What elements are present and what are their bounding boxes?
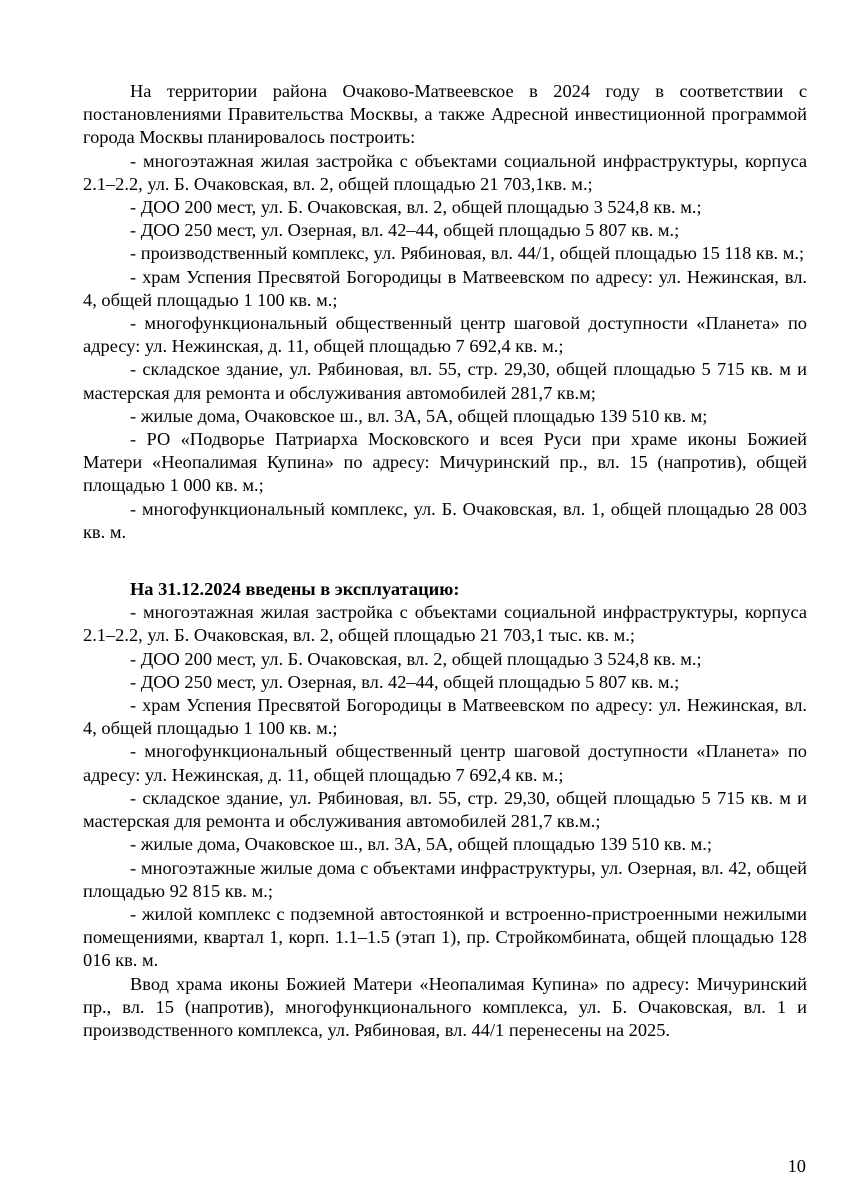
- planned-item: - РО «Подворье Патриарха Московского и всея Руси при храме иконы Божией Матери «Неопалимая Купина» по адресу: Мичуринский пр., вл. 15 (напротив), общей площадью 1 000 кв. м.;: [83, 429, 807, 496]
- planned-item: - производственный комплекс, ул. Рябиновая, вл. 44/1, общей площадью 15 118 кв. м.;: [130, 243, 805, 264]
- completed-item: - храм Успения Пресвятой Богородицы в Матвеевском по адресу: ул. Нежинская, вл. 4, общей площадью 1 100 кв. м.;: [83, 695, 807, 739]
- planned-item: - многофункциональный комплекс, ул. Б. Очаковская, вл. 1, общей площадью 28 003 кв. м.: [83, 498, 807, 542]
- planned-item: - ДОО 200 мест, ул. Б. Очаковская, вл. 2, общей площадью 3 524,8 кв. м.;: [130, 197, 702, 218]
- document-body: [83, 80, 807, 1042]
- completed-item: - многоэтажные жилые дома с объектами инфраструктуры, ул. Озерная, вл. 42, общей площадью 92 815 кв. м.;: [83, 857, 807, 901]
- completed-item: - многоэтажная жилая застройка с объектами социальной инфраструктуры, корпуса 2.1–2.2, ул. Б. Очаковская, вл. 2, общей площадью 21 703,1 тыс. кв. м.;: [83, 602, 807, 646]
- planned-item: - многоэтажная жилая застройка с объектами социальной инфраструктуры, корпуса 2.1–2.2, ул. Б. Очаковская, вл. 2, общей площадью 21 703,1кв. м.;: [83, 150, 807, 194]
- completed-item: - жилые дома, Очаковское ш., вл. 3А, 5А, общей площадью 139 510 кв. м.;: [130, 834, 713, 855]
- completed-item: - ДОО 250 мест, ул. Озерная, вл. 42–44, общей площадью 5 807 кв. м.;: [130, 671, 680, 692]
- completed-item: - жилой комплекс с подземной автостоянкой и встроенно-пристроенными нежилыми помещениями, квартал 1, корп. 1.1–1.5 (этап 1), пр. Стройкомбината, общей площадью 128 016 кв. м.: [83, 903, 807, 971]
- planned-item: - жилые дома, Очаковское ш., вл. 3А, 5А, общей площадью 139 510 кв. м;: [130, 405, 708, 426]
- completed-heading: На 31.12.2024 введены в эксплуатацию:: [130, 579, 460, 600]
- completed-item: - ДОО 200 мест, ул. Б. Очаковская, вл. 2, общей площадью 3 524,8 кв. м.;: [130, 648, 702, 669]
- planned-item: - многофункциональный общественный центр шаговой доступности «Планета» по адресу: ул. Нежинская, д. 11, общей площадью 7 692,4 кв. м.;: [83, 313, 807, 357]
- page-number: 10: [787, 1156, 806, 1176]
- postponed-paragraph: Ввод храма иконы Божией Матери «Неопалимая Купина» по адресу: Мичуринский пр., вл. 15 (напротив), многофункционального комплекса, ул. Б. Очаковская, вл. 1 и производственного комплекса, ул. Рябиновая, вл. 44/1 перенесены на 2025.: [83, 973, 807, 1040]
- completed-item: - многофункциональный общественный центр шаговой доступности «Планета» по адресу: ул. Нежинская, д. 11, общей площадью 7 692,4 кв. м.;: [83, 741, 807, 785]
- planned-item: - храм Успения Пресвятой Богородицы в Матвеевском по адресу: ул. Нежинская, вл. 4, общей площадью 1 100 кв. м.;: [83, 266, 807, 310]
- planned-item: - ДОО 250 мест, ул. Озерная, вл. 42–44, общей площадью 5 807 кв. м.;: [130, 220, 680, 241]
- planned-item: - складское здание, ул. Рябиновая, вл. 55, стр. 29,30, общей площадью 5 715 кв. м и мастерская для ремонта и обслуживания автомобилей 281,7 кв.м;: [83, 359, 807, 403]
- completed-item: - складское здание, ул. Рябиновая, вл. 55, стр. 29,30, общей площадью 5 715 кв. м и мастерская для ремонта и обслуживания автомобилей 281,7 кв.м.;: [83, 787, 807, 832]
- intro-paragraph: На территории района Очаково-Матвеевское в 2024 году в соответствии с постановлениями Правительства Москвы, а также Адресной инвестиционной программой города Москвы планировалось построить:: [83, 81, 807, 148]
- section-spacer: [83, 544, 807, 578]
